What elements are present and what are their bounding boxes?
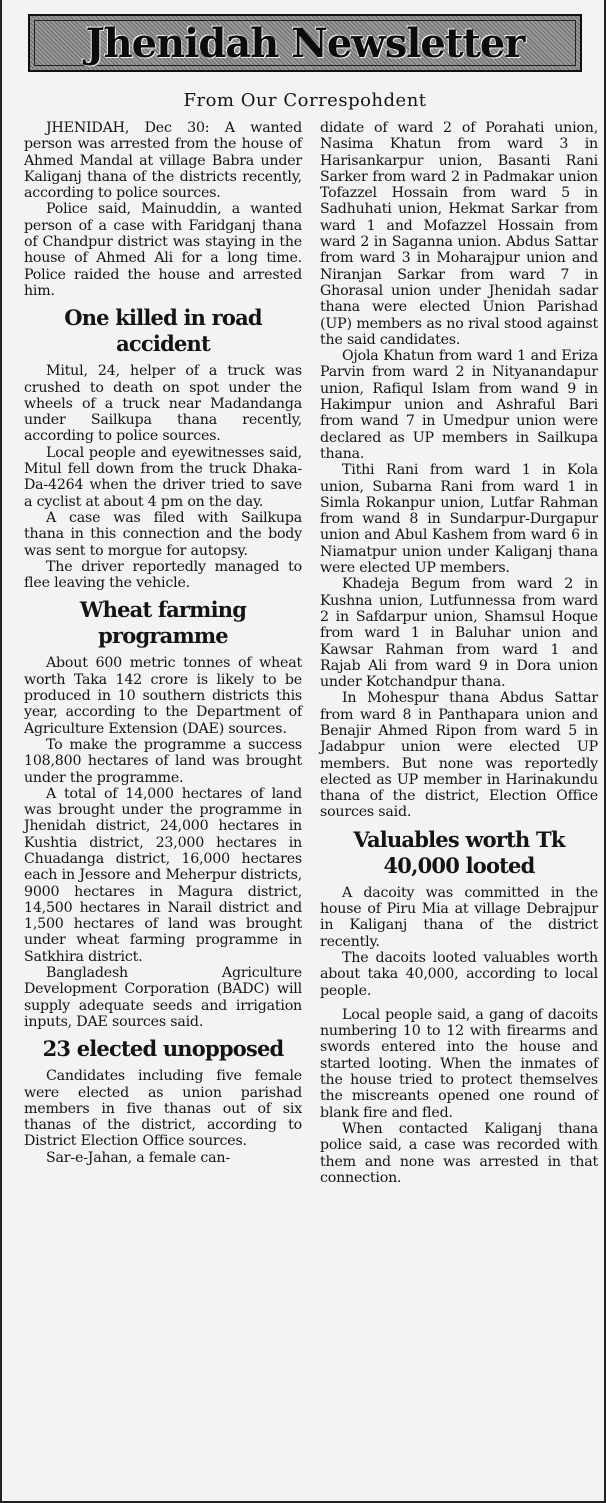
headline-wheat-farming: Wheat farming programme	[79, 597, 247, 649]
article-paragraph: Candidates including five female were elected as union parishad members in five thanas out of six thanas of the district, according to District Election Office sources.	[24, 1068, 302, 1150]
article-paragraph: Tithi Rani from ward 1 in Kola union, Subarna Rani from ward 1 in Simla Rokanpur union, Lutfar Rahman from wand 8 in Sundarpur-Durgapur union and Abul Kashem from ward 6 in Niamatpur union under Kaliganj thana were elected UP members.	[320, 462, 598, 577]
article-paragraph: A case was filed with Sailkupa thana in this connection and the body was sent to morgue for autopsy.	[24, 509, 302, 559]
byline: From Our Correspohdent	[183, 90, 427, 111]
article-paragraph: Khadeja Begum from ward 2 in Kushna union, Lutfunnessa from ward 2 in Safdarpur union, Shamsul Hoque from ward 1 in Baluhar union and Kawsar Rahman from ward 1 and Rajab Ali from ward 9 in Dora union under Kotchandpur thana.	[320, 576, 598, 691]
article-paragraph: The dacoits looted valuables worth about taka 40,000, according to local people.	[320, 949, 598, 999]
spacer	[320, 999, 598, 1007]
article-paragraph: Mitul, 24, helper of a truck was crushed to death on spot under the wheels of a truck near Madandanga under Sailkupa thana recently, according to police sources.	[24, 363, 302, 445]
article-paragraph: JHENIDAH, Dec 30: A wanted person was arrested from the house of Ahmed Mandal at village Babra under Kaliganj thana of the districts recently, according to police sources.	[24, 120, 302, 202]
headline-road-accident: One killed in road accident	[64, 305, 262, 357]
headline-elected-unopposed: 23 elected unopposed	[42, 1036, 284, 1062]
masthead-title: Jhenidah Newsletter	[85, 19, 525, 67]
article-paragraph: Local people said, a gang of dacoits numbering 10 to 12 with firearms and swords entered into the house and started looting. When the inmates of the house tried to protect themselves the miscreants opened one round of blank fire and fled.	[320, 1006, 598, 1121]
article-paragraph: To make the programme a success 108,800 hectares of land was brought under the programme.	[24, 736, 302, 786]
article-paragraph: A dacoity was committed in the house of Piru Mia at village Debrajpur in Kaliganj thana of the district recently.	[320, 884, 598, 950]
article-paragraph: Sar-e-Jahan, a female can-	[46, 1149, 230, 1166]
article-paragraph: When contacted Kaliganj thana police said, a case was recorded with them and none was arrested in that connection.	[320, 1120, 598, 1186]
left-column	[24, 120, 302, 1166]
right-column	[320, 120, 598, 1186]
article-paragraph: A total of 14,000 hectares of land was brought under the programme in Jhenidah district, 24,000 hectares in Kushtia district, 23,000 hectares in Chuadanga district, 16,000 hectares each in Jessore and Meherpur districts, 9000 hectares in Magura district, 14,500 hectares in Narail district and 1,500 hectares of land was brought under wheat farming programme in Satkhira district.	[24, 785, 302, 965]
masthead	[28, 14, 582, 72]
article-paragraph: Police said, Mainuddin, a wanted person of a case with Faridganj thana of Chandpur district was staying in the house of Ahmed Ali for a long time. Police raided the house and arrested him.	[24, 201, 302, 299]
article-paragraph: didate of ward 2 of Porahati union, Nasima Khatun from ward 3 in Harisankarpur union, Basanti Rani Sarker from ward 2 in Padmakar union Tofazzel Hossain from ward 5 in Sadhuhati union, Hekmat Sarkar from ward 1 and Mofazzel Hossain from ward 2 in Saganna union. Abdus Sattar from ward 3 in Moharajpur union and Niranjan Sarkar from ward 7 in Ghorasal union under Jhenidah sadar thana were elected Union Parishad (UP) members as no rival stood against the said candidates.	[320, 120, 598, 348]
article-paragraph: Local people and eyewitnesses said, Mitul fell down from the truck Dhaka-Da-4264 when the driver tried to save a cyclist at about 4 pm on the day.	[24, 444, 302, 510]
article-paragraph: Ojola Khatun from ward 1 and Eriza Parvin from ward 2 in Nityanandapur union, Rafiqul Islam from wand 9 in Hakimpur union and Ashraful Bari from wand 7 in Umedpur union were declared as UP members in Sailkupa thana.	[320, 348, 598, 462]
headline-valuables-looted: Valuables worth Tk 40,000 looted	[353, 826, 565, 878]
article-paragraph: Bangladesh Agriculture Development Corporation (BADC) will supply adequate seeds and irrigation inputs, DAE sources said.	[24, 965, 302, 1030]
article-paragraph: The driver reportedly managed to flee leaving the vehicle.	[24, 558, 302, 592]
article-paragraph: In Mohespur thana Abdus Sattar from ward 8 in Panthapara union and Benajir Ahmed Ripon from ward 5 in Jadabpur union were elected UP members. But none was reportedly elected as UP member in Harinakundu thana of the district, Election Office sources said.	[320, 690, 598, 821]
article-paragraph: About 600 metric tonnes of wheat worth Taka 142 crore is likely to be produced in 10 southern districts this year, according to the Department of Agriculture Extension (DAE) sources.	[24, 655, 302, 737]
